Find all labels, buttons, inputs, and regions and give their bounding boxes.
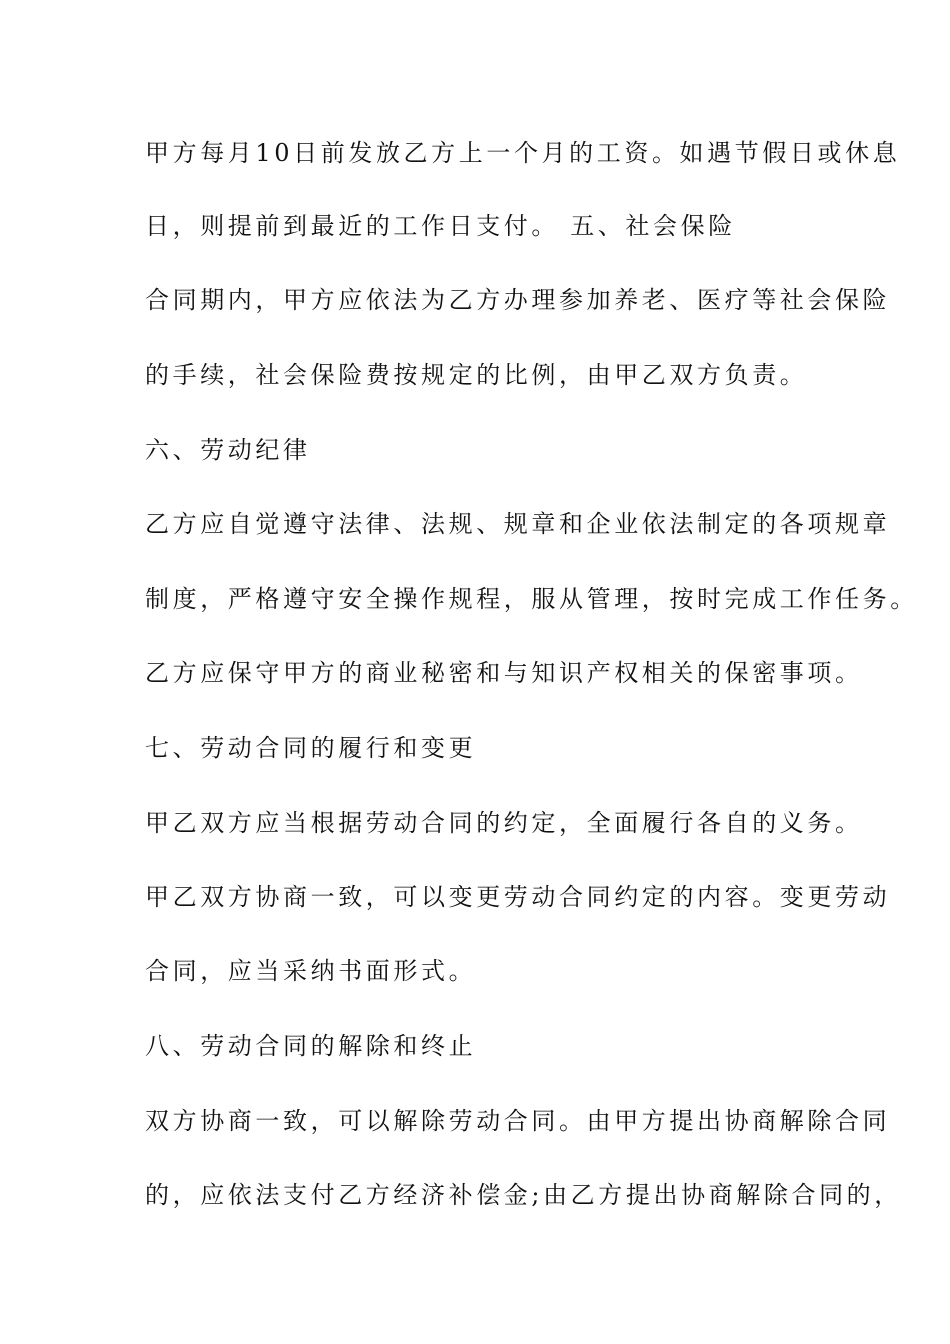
paragraph-line-contract-change: 甲乙双方协商一致，可以变更劳动合同约定的内容。变更劳动 (145, 883, 891, 911)
paragraph-line-confidentiality: 乙方应保守甲方的商业秘密和与知识产权相关的保密事项。 (145, 659, 863, 687)
paragraph-line-social-insurance: 合同期内，甲方应依法为乙方办理参加养老、医疗等社会保险 (145, 286, 891, 314)
paragraph-line-safety-rules: 制度，严格遵守安全操作规程，服从管理，按时完成工作任务。 (145, 585, 918, 613)
paragraph-line-insurance-fees: 的手续，社会保险费按规定的比例，由甲乙双方负责。 (145, 361, 808, 389)
paragraph-line-compensation: 的，应依法支付乙方经济补偿金;由乙方提出协商解除合同的， (145, 1181, 902, 1209)
section-heading-contract-performance: 七、劳动合同的履行和变更 (145, 734, 477, 762)
paragraph-line-obey-laws: 乙方应自觉遵守法律、法规、规章和企业依法制定的各项规章 (145, 510, 891, 538)
paragraph-line-mutual-termination: 双方协商一致，可以解除劳动合同。由甲方提出协商解除合同 (145, 1107, 891, 1135)
section-heading-contract-termination: 八、劳动合同的解除和终止 (145, 1032, 477, 1060)
paragraph-line-wage-payment: 甲方每月10日前发放乙方上一个月的工资。如遇节假日或休息 (145, 139, 901, 167)
paragraph-line-written-form: 合同，应当采纳书面形式。 (145, 957, 477, 985)
paragraph-line-holiday-payment: 日，则提前到最近的工作日支付。 五、社会保险 (145, 212, 736, 240)
paragraph-line-fulfill-obligations: 甲乙双方应当根据劳动合同的约定，全面履行各自的义务。 (145, 809, 863, 837)
section-heading-labor-discipline: 六、劳动纪律 (145, 436, 311, 464)
